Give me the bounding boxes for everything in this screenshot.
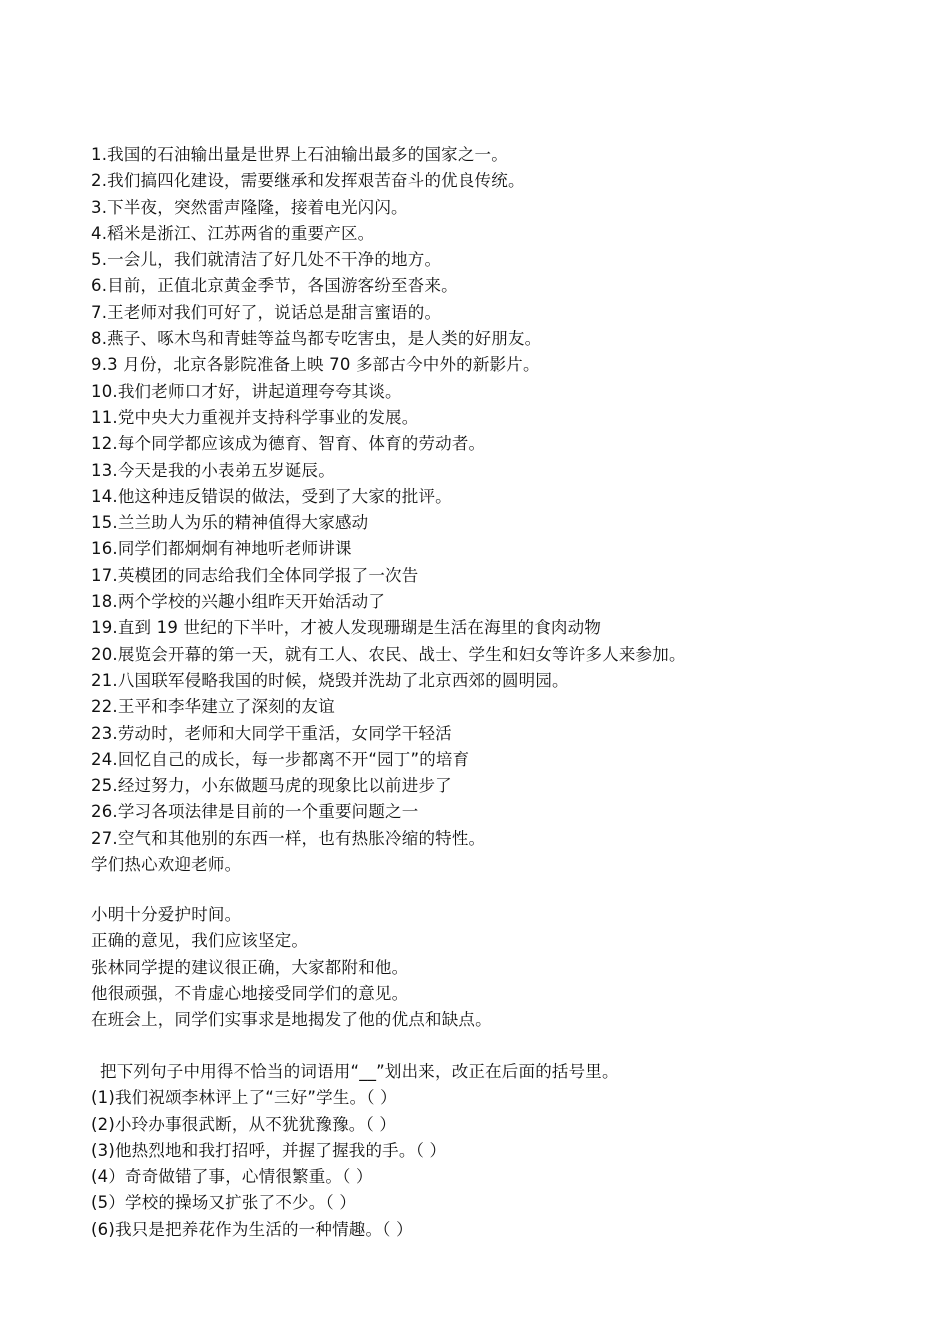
sentence-item: 12.每个同学都应该成为德育、智育、体育的劳动者。 (91, 434, 486, 454)
extra-sentence-item: 小明十分爱护时间。 (91, 905, 242, 924)
exercise-item: (1)我们祝颂李林评上了“三好”学生。（ ） (91, 1088, 397, 1108)
sentence-item: 25.经过努力，小东做题马虎的现象比以前进步了 (91, 776, 452, 796)
exercise-item: (6)我只是把养花作为生活的一种情趣。（ ） (91, 1219, 413, 1239)
sentence-item: 3.下半夜，突然雷声隆隆，接着电光闪闪。 (91, 197, 408, 217)
sentence-item: 27.空气和其他别的东西一样，也有热胀冷缩的特性。 (91, 828, 486, 848)
sentence-list (91, 142, 911, 878)
sentence-item: 1.我国的石油输出量是世界上石油输出最多的国家之一。 (91, 145, 508, 164)
sentence-item: 23.劳动时，老师和大同学干重活，女同学干轻活 (91, 723, 452, 743)
extra-sentence-item: 在班会上，同学们实事求是地揭发了他的优点和缺点。 (91, 1010, 492, 1030)
sentence-item: 8.燕子、啄木鸟和青蛙等益鸟都专吃害虫，是人类的好朋友。 (91, 329, 542, 349)
extra-sentence-list (91, 902, 911, 1033)
exercise-item: (4）奇奇做错了事，心情很繁重。（ ） (91, 1167, 373, 1187)
sentence-item: 17.英模团的同志给我们全体同学报了一次告 (91, 565, 419, 585)
exercise-item: (2)小玲办事很武断，从不犹犹豫豫。（ ） (91, 1114, 397, 1134)
sentence-item: 13.今天是我的小表弟五岁诞辰。 (91, 460, 335, 480)
extra-sentence-item: 他很顽强，不肯虚心地接受同学们的意见。 (91, 983, 409, 1003)
sentence-item: 10.我们老师口才好，讲起道理夸夸其谈。 (91, 381, 402, 401)
sentence-item: 学们热心欢迎老师。 (91, 855, 242, 875)
exercise-section (91, 1059, 911, 1243)
sentence-item: 20.展览会开幕的第一天，就有工人、农民、战士、学生和妇女等许多人来参加。 (91, 644, 686, 664)
sentence-item: 21.八国联军侵略我国的时候，烧毁并洗劫了北京西郊的圆明园。 (91, 670, 569, 690)
sentence-item: 9.3 月份，北京各影院准备上映 70 多部古今中外的新影片。 (91, 355, 540, 375)
sentence-item: 19.直到 19 世纪的下半叶，才被人发现珊瑚是生活在海里的食肉动物 (91, 618, 602, 638)
sentence-item: 26.学习各项法律是目前的一个重要问题之一 (91, 802, 419, 822)
sentence-item: 24.回忆自己的成长，每一步都离不开“园丁”的培育 (91, 749, 470, 769)
sentence-item: 16.同学们都炯炯有神地听老师讲课 (91, 539, 352, 559)
sentence-item: 11.党中央大力重视并支持科学事业的发展。 (91, 407, 419, 427)
sentence-item: 22.王平和李华建立了深刻的友谊 (91, 697, 335, 717)
sentence-item: 4.稻米是浙江、江苏两省的重要产区。 (91, 223, 375, 243)
sentence-item: 6.目前，正值北京黄金季节，各国游客纷至沓来。 (91, 276, 458, 296)
sentence-item: 7.王老师对我们可好了，说话总是甜言蜜语的。 (91, 302, 442, 322)
exercise-item: (5）学校的操场又扩张了不少。（ ） (91, 1193, 357, 1213)
extra-sentence-item: 正确的意见，我们应该坚定。 (91, 931, 309, 951)
sentence-item: 18.两个学校的兴趣小组昨天开始活动了 (91, 592, 386, 612)
sentence-item: 14.他这种违反错误的做法，受到了大家的批评。 (91, 486, 452, 506)
exercise-item: (3)他热烈地和我打招呼，并握了握我的手。（ ） (91, 1140, 447, 1160)
sentence-item: 15.兰兰助人为乐的精神值得大家感动 (91, 513, 369, 533)
sentence-item: 5.一会儿，我们就清洁了好几处不干净的地方。 (91, 250, 442, 270)
extra-sentence-item: 张林同学提的建议很正确，大家都附和他。 (91, 957, 409, 977)
sentence-item: 2.我们搞四化建设，需要继承和发挥艰苦奋斗的优良传统。 (91, 171, 525, 191)
exercise-instruction: 把下列句子中用得不恰当的词语用“__”划出来，改正在后面的括号里。 (100, 1062, 619, 1081)
